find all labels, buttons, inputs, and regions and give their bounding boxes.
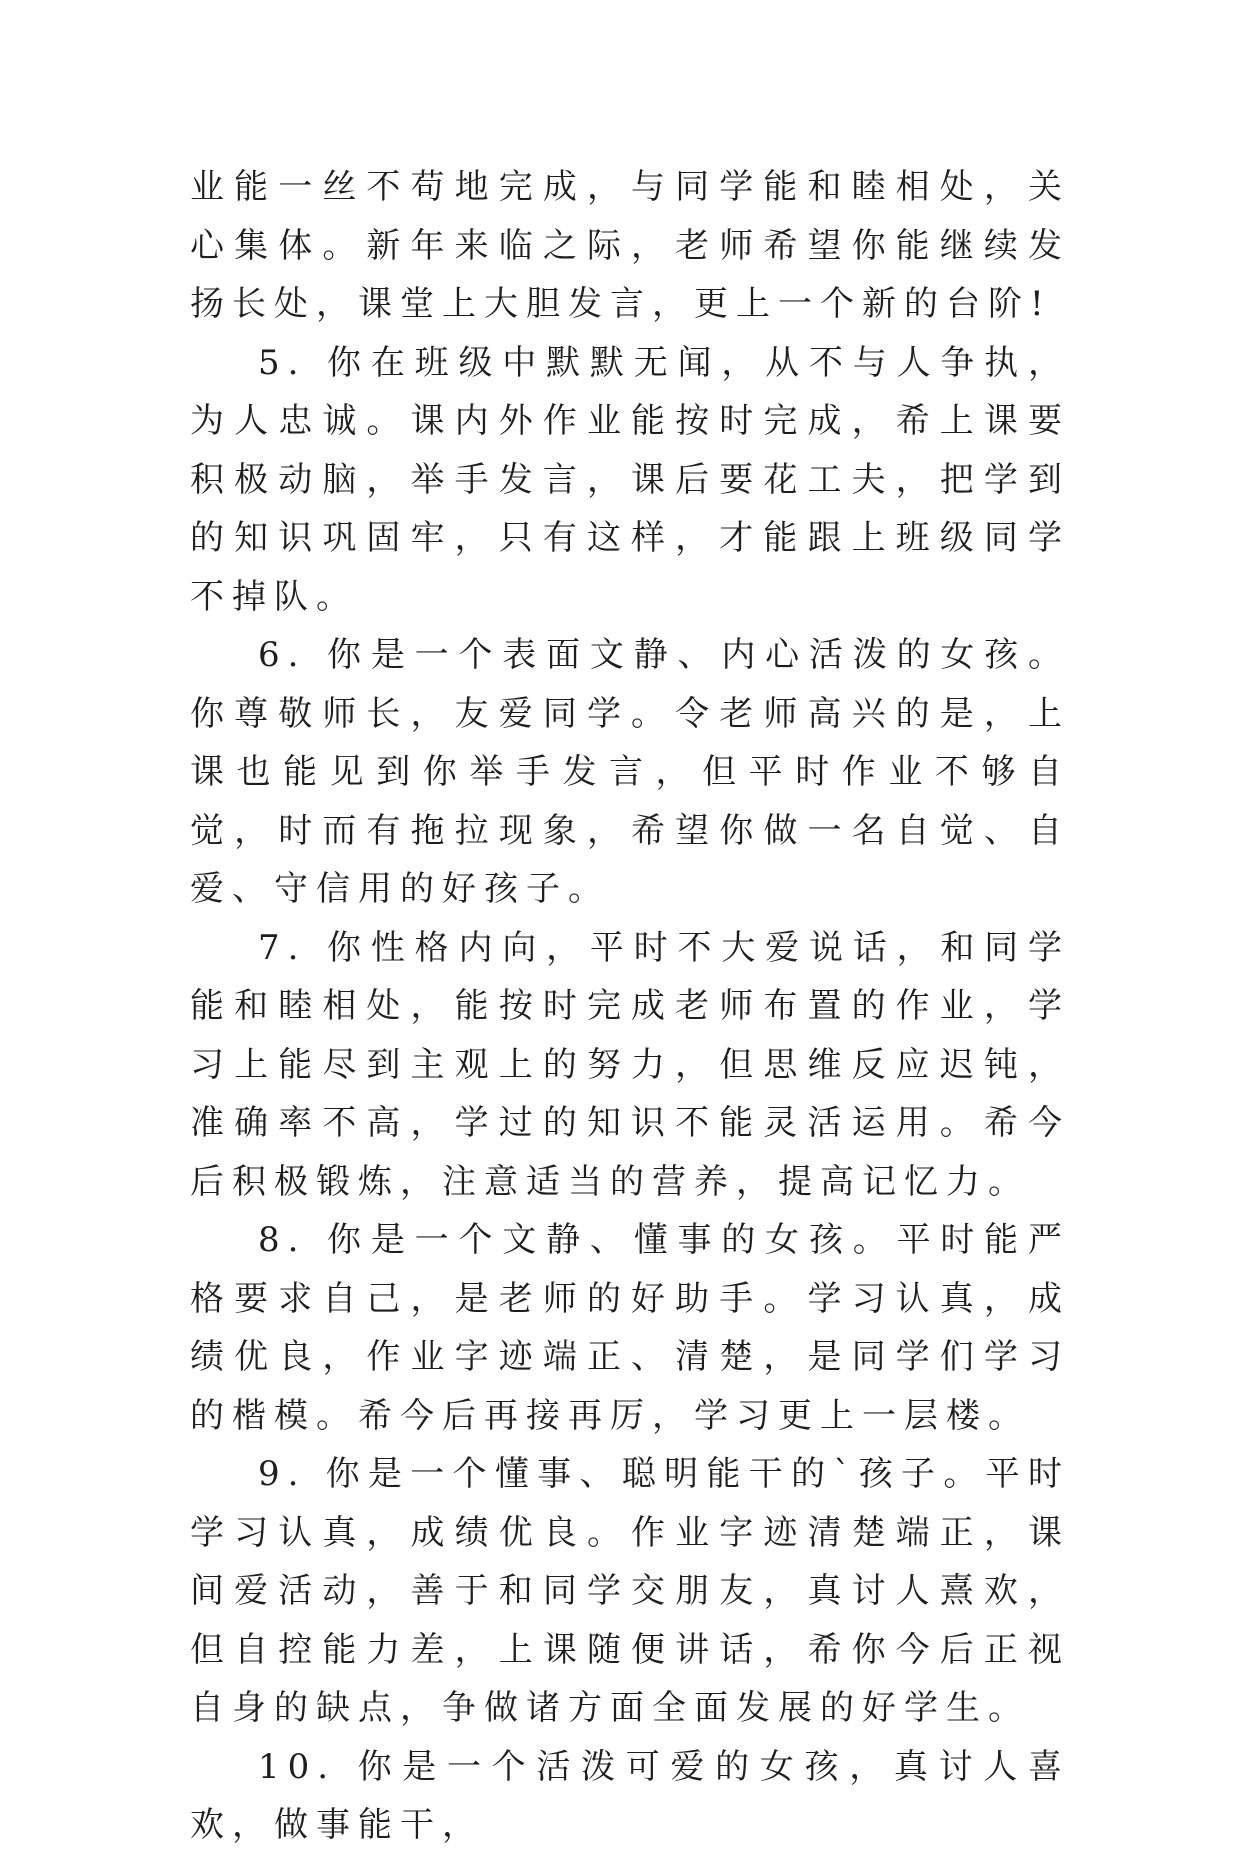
document-body xyxy=(190,158,1070,1855)
comment-item-6: 6. 你是一个表面文静、内心活泼的女孩。你尊敬师长，友爱同学。令老师高兴的是，上课也能见到你举手发言，但平时作业不够自觉，时而有拖拉现象，希望你做一名自觉、自爱、守信用的好孩子。 xyxy=(190,635,1070,909)
paragraph-continued: 业能一丝不苟地完成，与同学能和睦相处，关心集体。新年来临之际，老师希望你能继续发扬长处，课堂上大胆发言，更上一个新的台阶! xyxy=(190,167,1070,324)
comment-item-9: 9. 你是一个懂事、聪明能干的`孩子。平时学习认真，成绩优良。作业字迹清楚端正，课间爱活动，善于和同学交朋友，真讨人熹欢，但自控能力差，上课随便讲话，希你今后正视自身的缺点，争做诸方面全面发展的好学生。 xyxy=(190,1454,1070,1728)
comment-item-8: 8. 你是一个文静、懂事的女孩。平时能严格要求自己，是老师的好助手。学习认真，成绩优良，作业字迹端正、清楚，是同学们学习的楷模。希今后再接再厉，学习更上一层楼。 xyxy=(190,1220,1070,1436)
comment-item-5: 5. 你在班级中默默无闻，从不与人争执，为人忠诚。课内外作业能按时完成，希上课要积极动脑，举手发言，课后要花工夫，把学到的知识巩固牢，只有这样，才能跟上班级同学不掉队。 xyxy=(190,342,1070,617)
comment-item-10: 10. 你是一个活泼可爱的女孩，真讨人喜欢，做事能干， xyxy=(190,1746,1070,1845)
comment-item-7: 7. 你性格内向，平时不大爱说话，和同学能和睦相处，能按时完成老师布置的作业，学习上能尽到主观上的努力，但思维反应迟钝，准确率不高，学过的知识不能灵活运用。希今后积极锻炼，注意适当的营养，提高记忆力。 xyxy=(190,927,1070,1202)
